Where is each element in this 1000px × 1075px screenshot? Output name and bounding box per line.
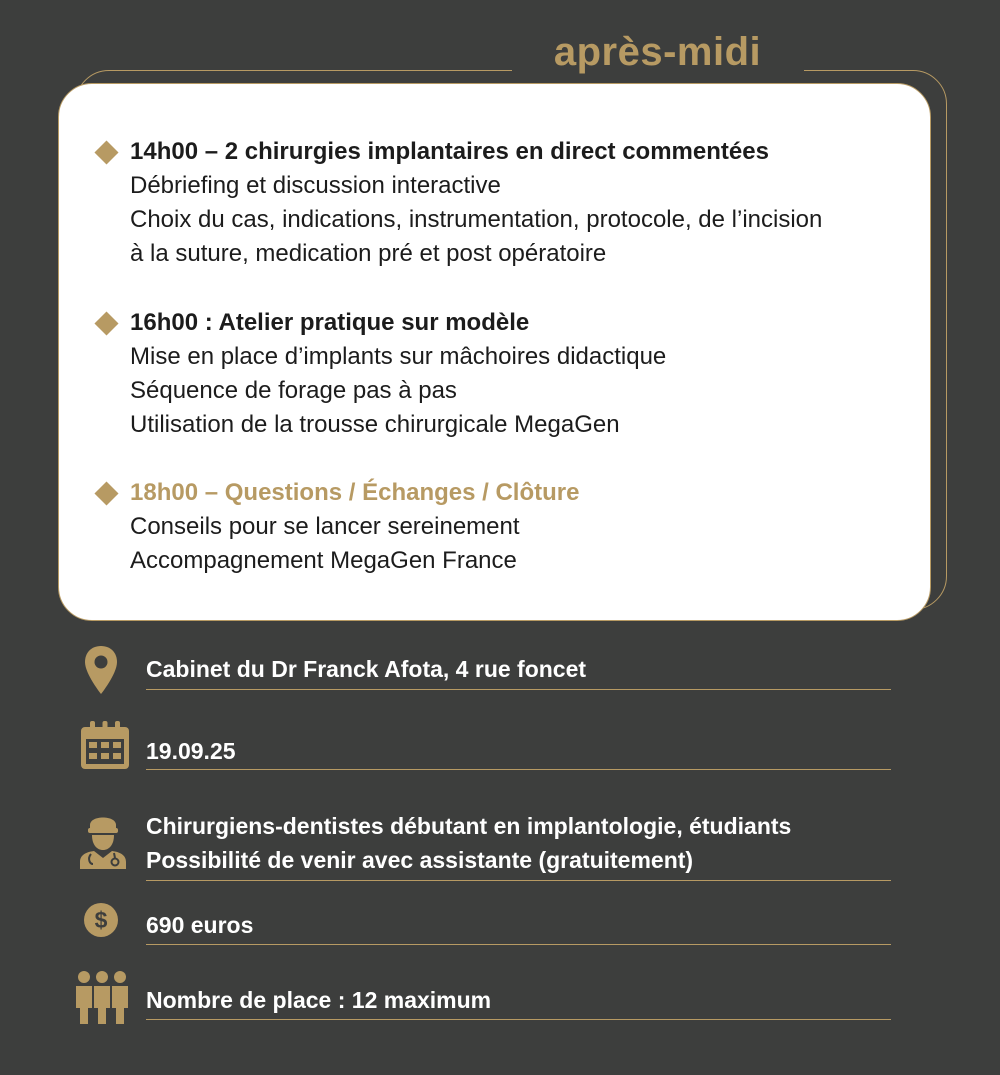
program-block-2 xyxy=(130,306,666,442)
price-divider xyxy=(146,944,891,945)
program-line: à la suture, medication pré et post opératoire xyxy=(130,240,607,267)
calendar-icon xyxy=(80,720,130,770)
program-line: Séquence de forage pas à pas xyxy=(130,377,457,404)
svg-text:$: $ xyxy=(94,907,108,933)
audience-line-2: Possibilité de venir avec assistante (gratuitement) xyxy=(146,847,694,873)
program-line: Utilisation de la trousse chirurgicale MegaGen xyxy=(130,411,620,438)
audience-line-1: Chirurgiens-dentistes débutant en implantologie, étudiants xyxy=(146,813,792,839)
section-title: après-midi xyxy=(553,30,762,74)
doctor-icon xyxy=(78,812,128,870)
program-heading: 14h00 – 2 chirurgies implantaires en direct commentées xyxy=(130,135,822,169)
program-line: Conseils pour se lancer sereinement xyxy=(130,513,520,540)
location-divider xyxy=(146,689,891,690)
location-pin-icon xyxy=(84,645,118,695)
program-block-3 xyxy=(130,476,579,578)
audience-divider xyxy=(146,880,891,881)
program-block-1 xyxy=(130,135,822,271)
date-text: 19.09.25 xyxy=(146,738,236,764)
program-line: Mise en place d’implants sur mâchoires didactique xyxy=(130,343,667,370)
program-line: Débriefing et discussion interactive xyxy=(130,172,501,199)
places-text: Nombre de place : 12 maximum xyxy=(146,987,492,1013)
date-divider xyxy=(146,769,891,770)
people-icon xyxy=(74,970,130,1026)
program-heading: 16h00 : Atelier pratique sur modèle xyxy=(130,306,666,340)
price-text: 690 euros xyxy=(146,912,254,938)
location-text: Cabinet du Dr Franck Afota, 4 rue foncet xyxy=(146,656,587,682)
program-heading: 18h00 – Questions / Échanges / Clôture xyxy=(130,476,579,510)
program-line: Choix du cas, indications, instrumentation, protocole, de l’incision xyxy=(130,206,823,233)
dollar-coin-icon xyxy=(83,902,119,938)
program-line: Accompagnement MegaGen France xyxy=(130,547,517,574)
places-divider xyxy=(146,1019,891,1020)
